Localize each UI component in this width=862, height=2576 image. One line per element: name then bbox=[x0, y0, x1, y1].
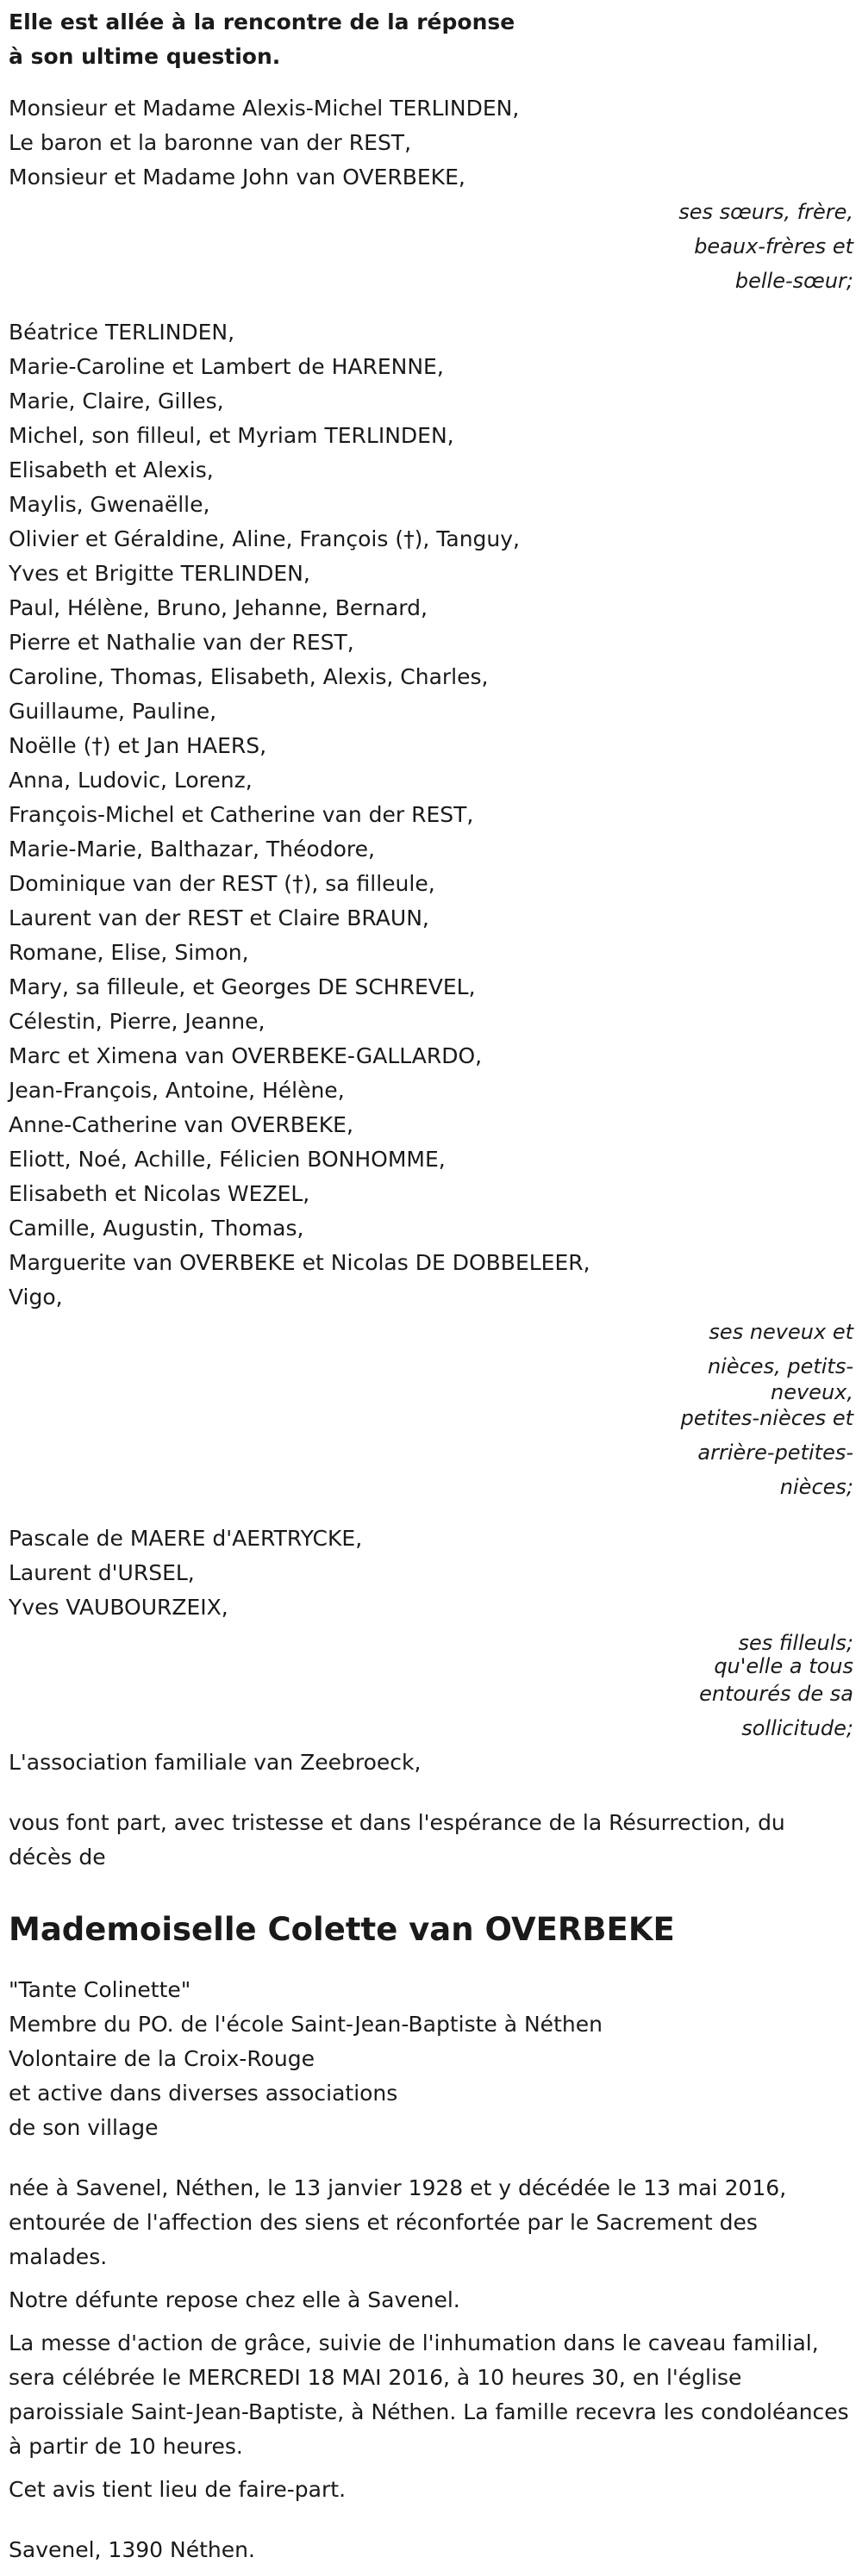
family-name: Béatrice TERLINDEN, bbox=[9, 320, 235, 345]
family-name: Monsieur et Madame Alexis-Michel TERLINDEN, bbox=[9, 96, 520, 121]
family-name: Pierre et Nathalie van der REST, bbox=[9, 630, 354, 655]
relation-line: sollicitude; bbox=[741, 1716, 853, 1740]
notice-paragraph: Cet avis tient lieu de faire-part. bbox=[9, 2477, 347, 2502]
mass-paragraph: La messe d'action de grâce, suivie de l'inhumation dans le caveau familial, sera célébrée le MERCREDI 18 MAI 2016, à 10 heures 30, en l'église paroissiale Saint-Jean-Baptiste, à Néthen. La famille recevra les condoléances à partir de 10 heures. bbox=[9, 2330, 849, 2459]
epigraph-line: Elle est allée à la rencontre de la réponse bbox=[9, 9, 515, 34]
relation-line: qu'elle a tous bbox=[714, 1654, 853, 1678]
family-name: Marguerite van OVERBEKE et Nicolas DE DOBBELEER, bbox=[9, 1250, 590, 1275]
family-name: Anne-Catherine van OVERBEKE, bbox=[9, 1112, 353, 1137]
title-line: "Tante Colinette" bbox=[9, 1977, 191, 2002]
association-line: L'association familiale van Zeebroeck, bbox=[9, 1750, 422, 1775]
family-group-nephews bbox=[9, 315, 853, 1315]
family-name: Marc et Ximena van OVERBEKE-GALLARDO, bbox=[9, 1043, 483, 1068]
relation-nephews bbox=[629, 1315, 853, 1504]
family-name: Elisabeth et Nicolas WEZEL, bbox=[9, 1181, 310, 1206]
deceased-titles bbox=[9, 1973, 853, 2145]
family-name: Elisabeth et Alexis, bbox=[9, 457, 214, 482]
family-name: Laurent d'URSEL, bbox=[9, 1560, 195, 1585]
family-name: Dominique van der REST (†), sa filleule, bbox=[9, 871, 435, 896]
epigraph-line: à son ultime question. bbox=[9, 44, 281, 69]
family-name: Guillaume, Pauline, bbox=[9, 699, 217, 724]
family-name: Célestin, Pierre, Jeanne, bbox=[9, 1009, 265, 1034]
family-name: Eliott, Noé, Achille, Félicien BONHOMME, bbox=[9, 1147, 446, 1172]
family-name: Vigo, bbox=[9, 1285, 63, 1310]
family-name: Jean-François, Antoine, Hélène, bbox=[9, 1078, 345, 1103]
repose-paragraph: Notre défunte repose chez elle à Savenel. bbox=[9, 2287, 460, 2312]
family-name: Noëlle (†) et Jan HAERS, bbox=[9, 733, 267, 758]
address: Savenel, 1390 Néthen. bbox=[9, 2537, 255, 2562]
relation-line: belle-sœur; bbox=[734, 269, 853, 293]
title-line: Membre du PO. de l'école Saint-Jean-Baptiste à Néthen bbox=[9, 2012, 603, 2037]
family-name: Olivier et Géraldine, Aline, François (†), Tanguy, bbox=[9, 526, 521, 551]
family-name: Paul, Hélène, Bruno, Jehanne, Bernard, bbox=[9, 595, 428, 620]
family-name: Maylis, Gwenaëlle, bbox=[9, 492, 210, 517]
family-name: Yves et Brigitte TERLINDEN, bbox=[9, 561, 310, 586]
obituary-notice bbox=[9, 5, 853, 2576]
epigraph bbox=[9, 5, 853, 74]
family-name: Marie-Caroline et Lambert de HARENNE, bbox=[9, 354, 444, 379]
relation-line: ses sœurs, frère, bbox=[678, 200, 853, 224]
title-line: de son village bbox=[9, 2115, 159, 2140]
family-name: Camille, Augustin, Thomas, bbox=[9, 1216, 304, 1241]
relation-line: ses filleuls; bbox=[738, 1631, 853, 1655]
birth-death-paragraph: née à Savenel, Néthen, le 13 janvier 1928 et y décédée le 13 mai 2016, entourée de l'affection des siens et réconfortée par le Sacrement des malades. bbox=[9, 2175, 787, 2269]
family-name: Mary, sa filleule, et Georges DE SCHREVEL, bbox=[9, 974, 476, 999]
relation-line: ses neveux et bbox=[709, 1320, 853, 1344]
family-name: Pascale de MAERE d'AERTRYCKE, bbox=[9, 1526, 363, 1551]
family-name: Le baron et la baronne van der REST, bbox=[9, 130, 412, 155]
relation-line: beaux-frères et bbox=[694, 234, 853, 258]
family-name: François-Michel et Catherine van der REST, bbox=[9, 802, 474, 827]
family-name: Caroline, Thomas, Elisabeth, Alexis, Charles, bbox=[9, 664, 489, 689]
relation-line: petites-nièces et bbox=[680, 1406, 853, 1430]
relation-godchildren bbox=[629, 1630, 853, 1745]
announcement: vous font part, avec tristesse et dans l'espérance de la Résurrection, du décès de bbox=[9, 1810, 785, 1870]
family-name: Monsieur et Madame John van OVERBEKE, bbox=[9, 165, 465, 190]
relation-siblings bbox=[629, 195, 853, 298]
relation-line: neveux, bbox=[771, 1380, 853, 1404]
title-line: et active dans diverses associations bbox=[9, 2081, 398, 2106]
deceased-name: Mademoiselle Colette van OVERBEKE bbox=[9, 1911, 675, 1948]
relation-line: arrière-petites- bbox=[697, 1440, 853, 1465]
family-name: Marie-Marie, Balthazar, Théodore, bbox=[9, 837, 375, 862]
relation-line: nièces; bbox=[779, 1475, 853, 1499]
family-group-godchildren bbox=[9, 1521, 853, 1625]
relation-line: nièces, petits- bbox=[707, 1354, 853, 1378]
family-name: Anna, Ludovic, Lorenz, bbox=[9, 768, 253, 793]
title-line: Volontaire de la Croix-Rouge bbox=[9, 2046, 315, 2071]
family-name: Yves VAUBOURZEIX, bbox=[9, 1595, 228, 1620]
family-name: Laurent van der REST et Claire BRAUN, bbox=[9, 905, 429, 930]
relation-line: entourés de sa bbox=[699, 1682, 853, 1706]
family-group-siblings bbox=[9, 91, 853, 195]
family-name: Michel, son filleul, et Myriam TERLINDEN, bbox=[9, 423, 454, 448]
family-name: Romane, Elise, Simon, bbox=[9, 940, 249, 965]
family-name: Marie, Claire, Gilles, bbox=[9, 389, 224, 414]
